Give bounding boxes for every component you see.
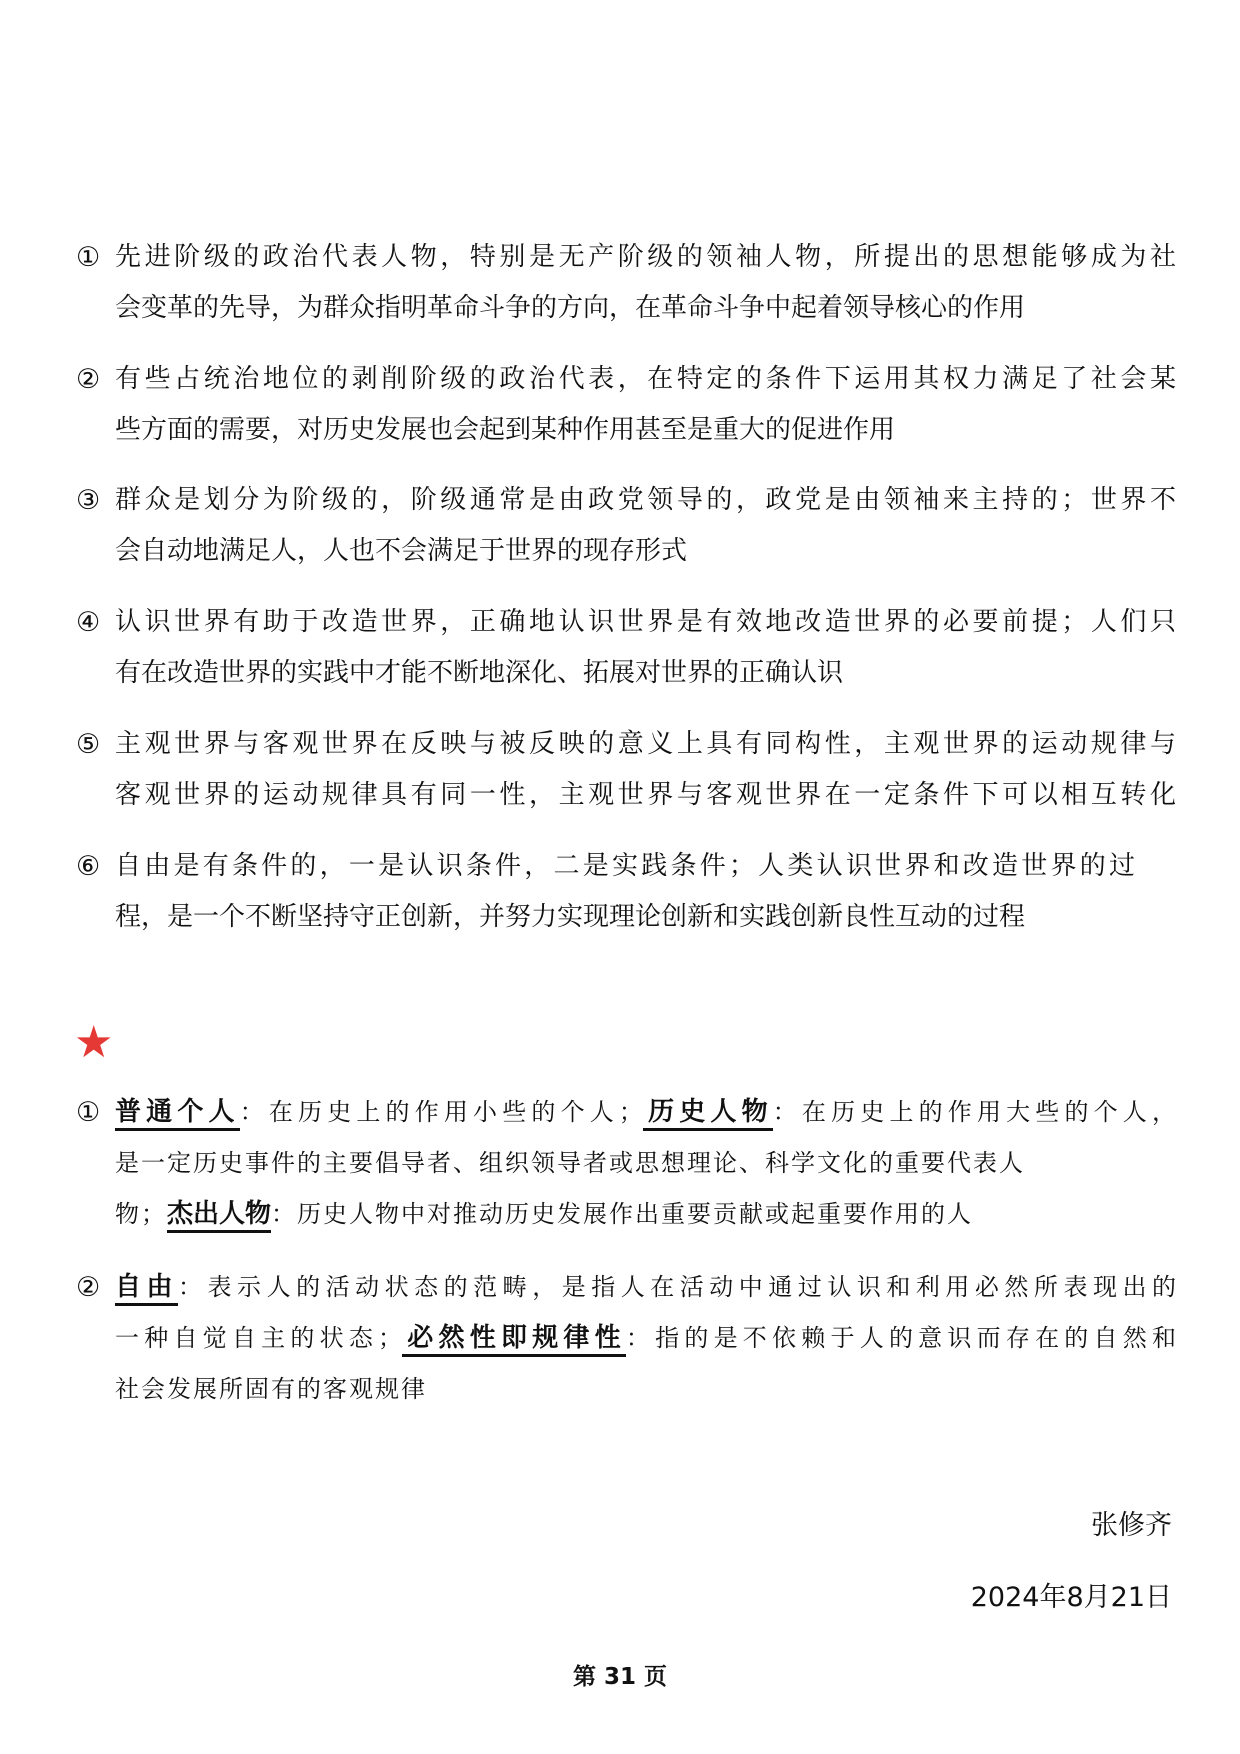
text-line — [115, 1189, 1176, 1240]
star-icon: ★ — [74, 1017, 114, 1068]
text-line: 主观世界与客观世界在反映与被反映的意义上具有同构性，主观世界的运动规律与 — [115, 729, 1176, 759]
text-line: 认识世界有助于改造世界，正确地认识世界是有效地改造世界的必要前提；人们只 — [115, 607, 1176, 637]
definition-1 — [76, 1087, 1176, 1240]
definition-2 — [76, 1262, 1176, 1415]
text-line — [115, 1087, 1176, 1138]
text-line — [115, 1262, 1176, 1313]
text-line: 有在改造世界的实践中才能不断地深化、拓展对世界的正确认识 — [115, 658, 844, 688]
date: 2024年8月21日 — [970, 1582, 1172, 1613]
term: 必然性即规律性 — [402, 1323, 626, 1357]
text-line: 自由是有条件的，一是认识条件，二是实践条件；人类认识世界和改造世界的过 — [115, 851, 1135, 881]
text-line: 先进阶级的政治代表人物，特别是无产阶级的领袖人物，所提出的思想能够成为社 — [115, 242, 1176, 272]
text-line: 些方面的需要，对历史发展也会起到某种作用甚至是重大的促进作用 — [115, 415, 896, 445]
text-line: 有些占统治地位的剥削阶级的政治代表，在特定的条件下运用其权力满足了社会某 — [115, 364, 1176, 394]
definition-text: ：在历史上的作用大些的个人， — [772, 1098, 1176, 1126]
definition-text: 社会发展所固有的客观规律 — [115, 1375, 427, 1403]
text-line — [115, 1138, 1176, 1189]
author-name: 张修齐 — [1091, 1510, 1172, 1541]
definition-text: 是一定历史事件的主要倡导者、组织领导者或思想理论、科学文化的重要代表人 — [115, 1149, 1025, 1177]
text-line: 客观世界的运动规律具有同一性，主观世界与客观世界在一定条件下可以相互转化 — [115, 780, 1176, 810]
item-number: ② — [76, 364, 101, 395]
term: 自由 — [115, 1272, 178, 1306]
point-5 — [76, 719, 1176, 821]
text-line: 群众是划分为阶级的，阶级通常是由政党领导的，政党是由领袖来主持的；世界不 — [115, 485, 1176, 515]
definition-text: ：历史人物中对推动历史发展作出重要贡献或起重要作用的人 — [271, 1200, 974, 1228]
text-line — [115, 1364, 1176, 1415]
item-number: ① — [76, 1097, 101, 1128]
definition-text: ：表示人的活动状态的范畴，是指人在活动中通过认识和利用必然所表现出的 — [178, 1273, 1176, 1301]
item-number: ⑥ — [76, 851, 101, 882]
item-number: ③ — [76, 485, 101, 516]
point-4 — [76, 597, 1176, 699]
item-number: ④ — [76, 607, 101, 638]
text-line — [115, 1313, 1176, 1364]
definition-text: 物； — [115, 1200, 167, 1228]
point-6 — [76, 841, 1176, 943]
text-line: 会变革的先导，为群众指明革命斗争的方向，在革命斗争中起着领导核心的作用 — [115, 293, 1026, 323]
term: 杰出人物 — [167, 1199, 271, 1233]
page-number: 第 31 页 — [572, 1664, 668, 1690]
point-3 — [76, 475, 1176, 577]
term: 普通个人 — [115, 1097, 240, 1131]
item-number: ② — [76, 1272, 101, 1303]
definition-text: 一种自觉自主的状态； — [115, 1324, 403, 1352]
item-number: ① — [76, 242, 101, 273]
text-line: 会自动地满足人，人也不会满足于世界的现存形式 — [115, 536, 688, 566]
definition-text: ：在历史上的作用小些的个人； — [239, 1098, 643, 1126]
point-2 — [76, 354, 1176, 456]
point-1 — [76, 232, 1176, 334]
item-number: ⑤ — [76, 729, 101, 760]
term: 历史人物 — [643, 1097, 773, 1131]
text-line: 程，是一个不断坚持守正创新，并努力实现理论创新和实践创新良性互动的过程 — [115, 902, 1026, 932]
definition-text: ：指的是不依赖于人的意识而存在的自然和 — [625, 1324, 1176, 1352]
